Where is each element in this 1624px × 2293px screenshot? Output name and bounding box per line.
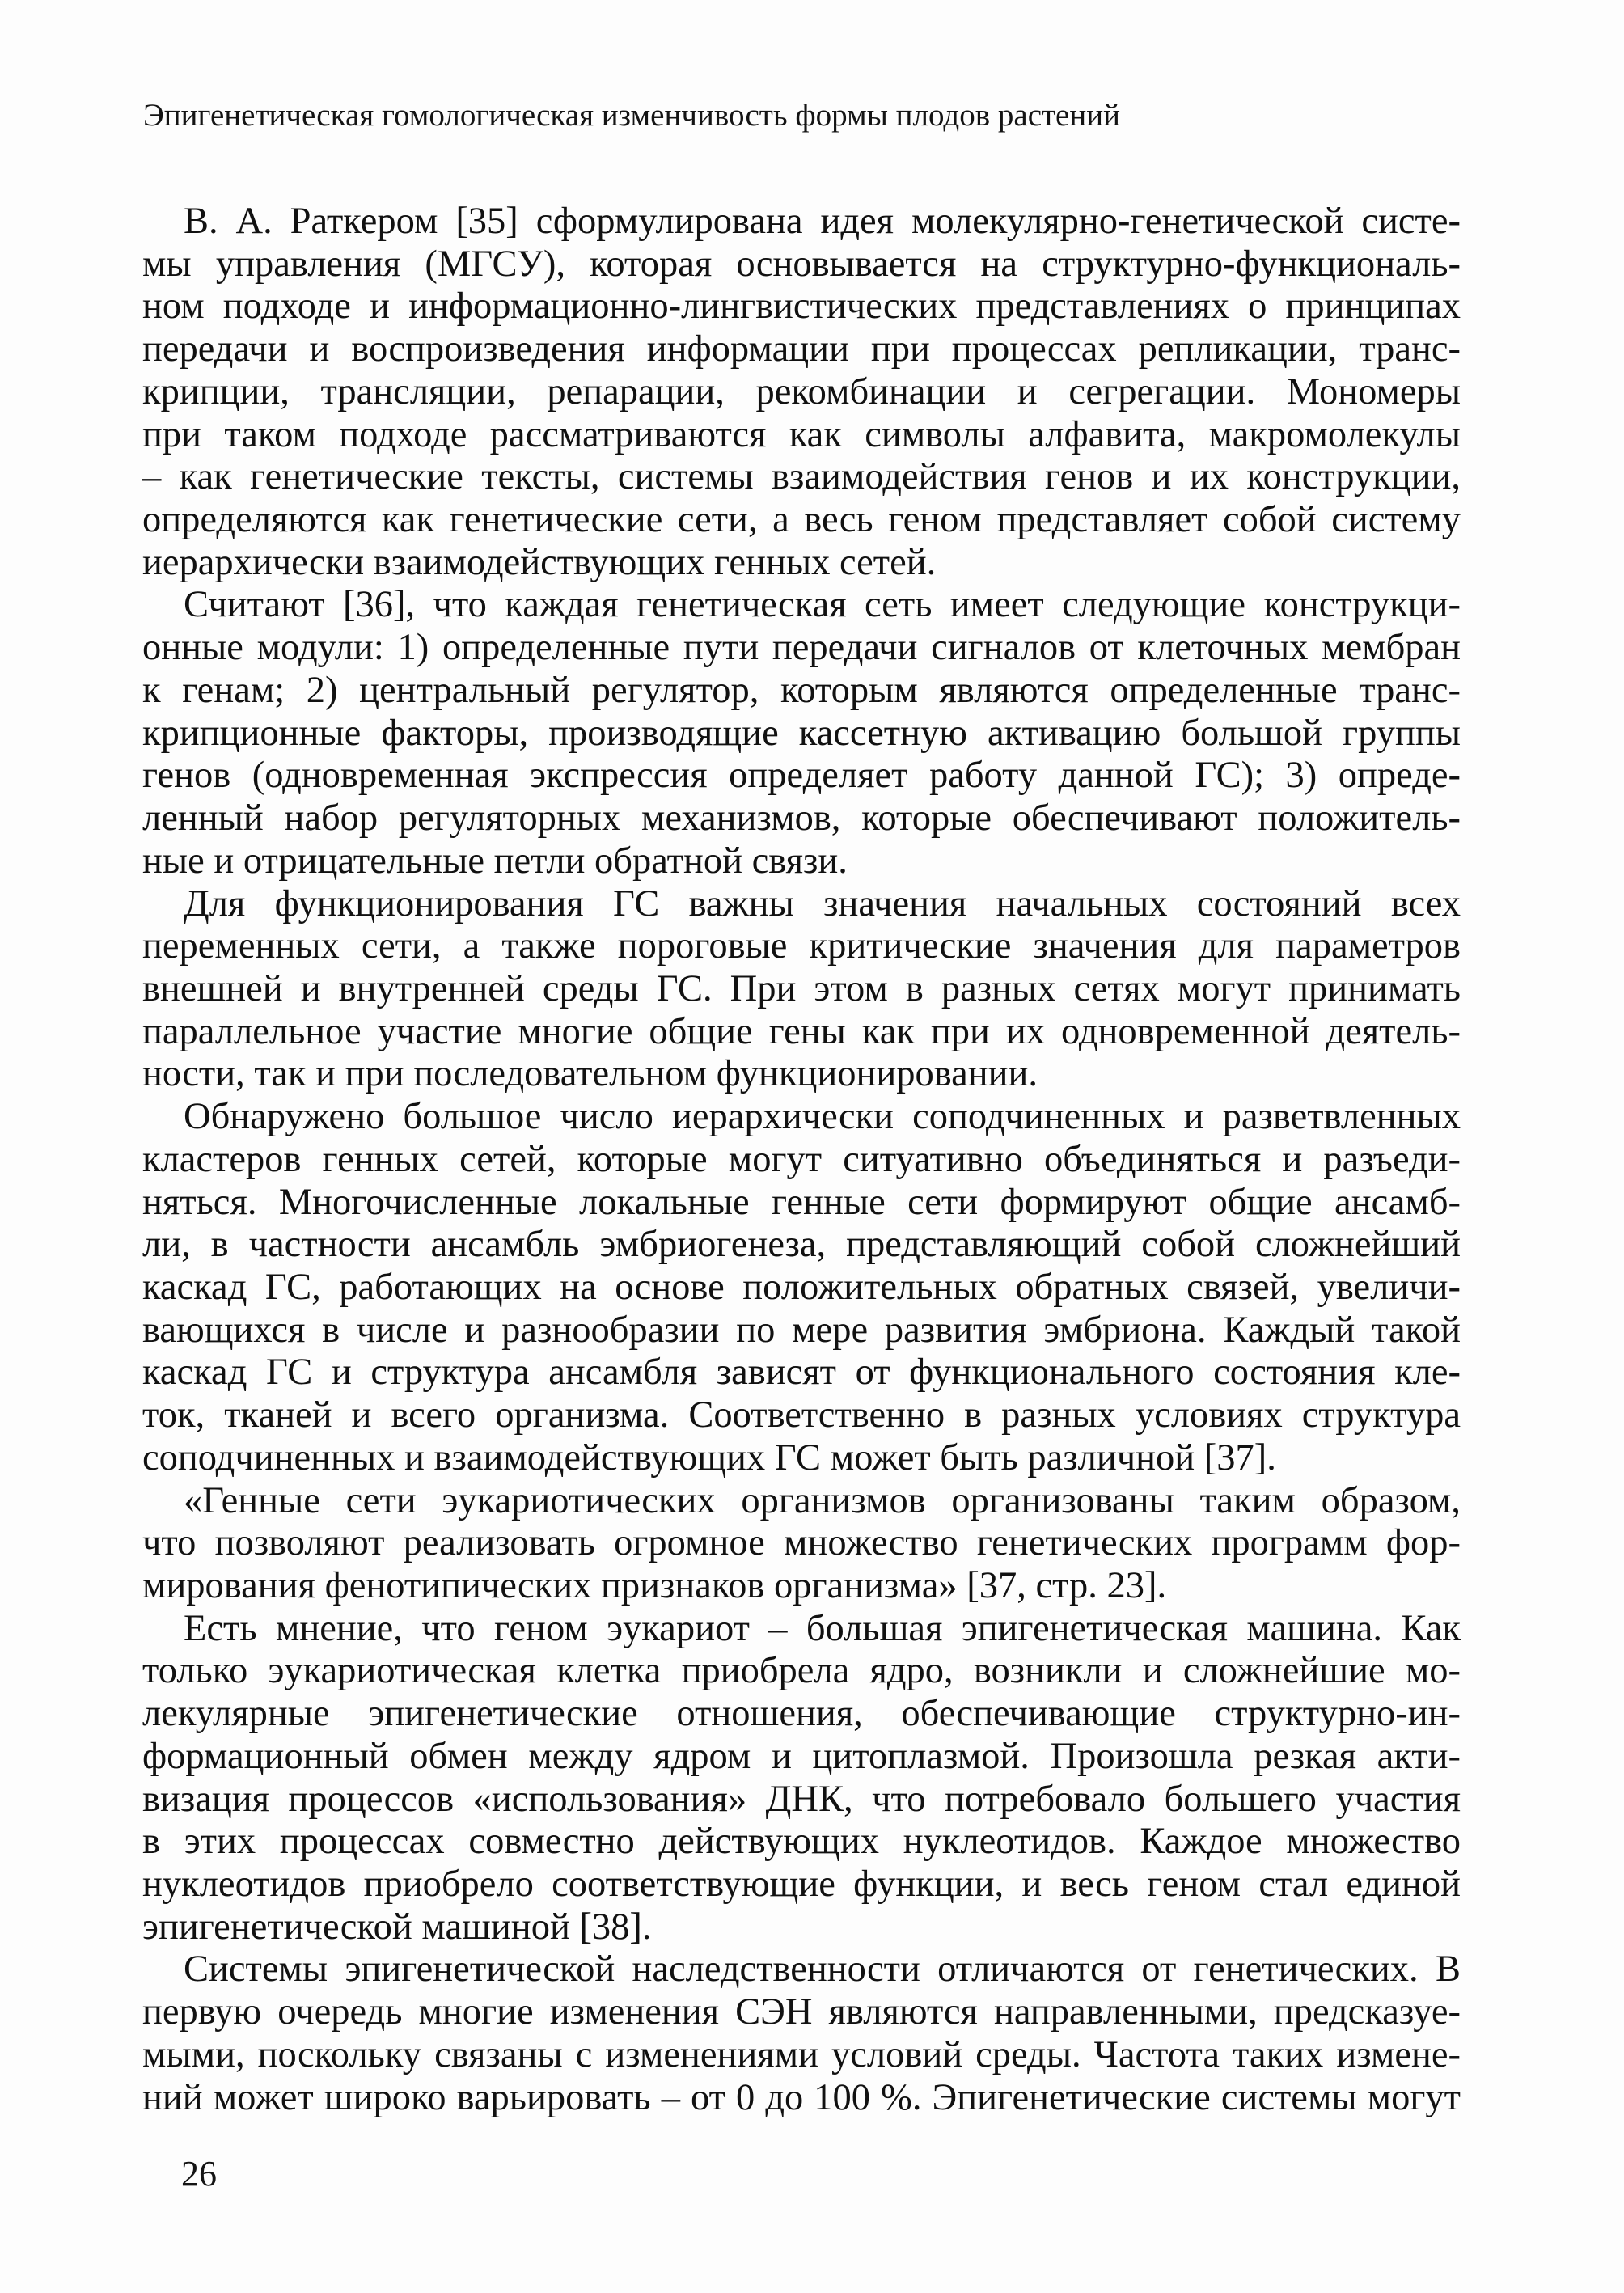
text-line: переменных сети, а также пороговые критические значения для параметров — [142, 925, 1461, 967]
text-line: мыми, поскольку связаны с изменениями условий среды. Частота таких измене- — [142, 2033, 1461, 2075]
text-line: Считают [36], что каждая генетическая сеть имеет следующие конструкци- — [184, 584, 1461, 626]
page-number: 26 — [181, 2154, 217, 2194]
text-line: эпигенетической машиной [38]. — [142, 1906, 652, 1948]
text-line: соподчиненных и взаимодействующих ГС может быть различной [37]. — [142, 1436, 1276, 1479]
text-line: генов (одновременная экспрессия определяет работу данной ГС); 3) опреде- — [142, 755, 1461, 797]
paragraph-3 — [142, 883, 1461, 1097]
text-line: определяются как генетические сети, а весь геном представляет собой систему — [142, 499, 1461, 541]
text-line: ном подходе и информационно-лингвистических представлениях о принципах — [142, 286, 1461, 328]
paragraph-2 — [142, 584, 1461, 882]
text-line: в этих процессах совместно действующих нуклеотидов. Каждое множество — [142, 1821, 1461, 1863]
text-line: формационный обмен между ядром и цитоплазмой. Произошла резкая акти- — [142, 1735, 1461, 1777]
text-line: крипционные факторы, производящие кассетную активацию большой группы — [142, 712, 1461, 754]
paragraph-1 — [142, 201, 1461, 584]
text-line: при таком подходе рассматриваются как символы алфавита, макромолекулы — [142, 413, 1461, 455]
text-line: ности, так и при последовательном функционировании. — [142, 1053, 1038, 1095]
text-line: внешней и внутренней среды ГС. При этом в разных сетях могут принимать — [142, 967, 1461, 1009]
text-line: ные и отрицательные петли обратной связи. — [142, 840, 848, 882]
text-line: мы управления (МГСУ), которая основывается на структурно-функциональ- — [142, 243, 1461, 285]
text-line: крипции, трансляции, репарации, рекомбинации и сегрегации. Мономеры — [142, 370, 1461, 412]
text-line: только эукариотическая клетка приобрела ядро, возникли и сложнейшие мо- — [142, 1650, 1461, 1692]
text-line: первую очередь многие изменения СЭН являются направленными, предсказуе- — [142, 1991, 1461, 2033]
text-line: кластеров генных сетей, которые могут ситуативно объединяться и разъеди- — [142, 1138, 1461, 1180]
text-line: В. А. Раткером [35] сформулирована идея молекулярно-генетической систе- — [184, 201, 1461, 242]
text-line: что позволяют реализовать огромное множество генетических программ фор- — [142, 1522, 1461, 1564]
body-text — [142, 201, 1461, 2119]
running-header: Эпигенетическая гомологическая изменчивость формы плодов растений — [143, 98, 1120, 133]
text-line: Есть мнение, что геном эукариот – большая эпигенетическая машина. Как — [184, 1607, 1461, 1649]
text-line: «Генные сети эукариотических организмов организованы таким образом, — [184, 1479, 1461, 1521]
text-line: лекулярные эпигенетические отношения, обеспечивающие структурно-ин- — [142, 1693, 1461, 1735]
text-line: визация процессов «использования» ДНК, что потребовало большего участия — [142, 1778, 1461, 1820]
text-line: онные модули: 1) определенные пути передачи сигналов от клеточных мембран — [142, 627, 1461, 669]
text-line: мирования фенотипических признаков организма» [37, стр. 23]. — [142, 1565, 1167, 1606]
text-line: каскад ГС, работающих на основе положительных обратных связей, увеличи- — [142, 1266, 1461, 1308]
text-line: – как генетические тексты, системы взаимодействия генов и их конструкции, — [142, 456, 1461, 498]
text-line: вающихся в числе и разнообразии по мере развития эмбриона. Каждый такой — [142, 1309, 1461, 1351]
text-line: к генам; 2) центральный регулятор, которым являются определенные транс- — [142, 669, 1461, 711]
text-line: передачи и воспроизведения информации при процессах репликации, транс- — [142, 328, 1461, 370]
text-line: Для функционирования ГС важны значения начальных состояний всех — [184, 882, 1461, 924]
text-line: Обнаружено большое число иерархически соподчиненных и разветвленных — [184, 1096, 1461, 1138]
text-line: ний может широко варьировать – от 0 до 100 %. Эпигенетические системы могут — [142, 2076, 1461, 2118]
text-line: ленный набор регуляторных механизмов, которые обеспечивают положитель- — [142, 797, 1461, 840]
paragraph-6 — [142, 1608, 1461, 1949]
text-line: ли, в частности ансамбль эмбриогенеза, представляющий собой сложнейший — [142, 1224, 1461, 1266]
text-line: каскад ГС и структура ансамбля зависят от функционального состояния кле- — [142, 1352, 1461, 1394]
paragraph-7 — [142, 1948, 1461, 2119]
text-line: параллельное участие многие общие гены как при их одновременной деятель- — [142, 1010, 1461, 1052]
paragraph-5-quote — [142, 1480, 1461, 1608]
text-line: Системы эпигенетической наследственности отличаются от генетических. В — [184, 1948, 1461, 1991]
text-line: нуклеотидов приобрело соответствующие функции, и весь геном стал единой — [142, 1864, 1461, 1906]
paragraph-4 — [142, 1096, 1461, 1479]
text-line: иерархически взаимодействующих генных сетей. — [142, 541, 937, 583]
text-line: ток, тканей и всего организма. Соответственно в разных условиях структура — [142, 1394, 1461, 1436]
text-line: няться. Многочисленные локальные генные сети формируют общие ансамб- — [142, 1181, 1461, 1223]
